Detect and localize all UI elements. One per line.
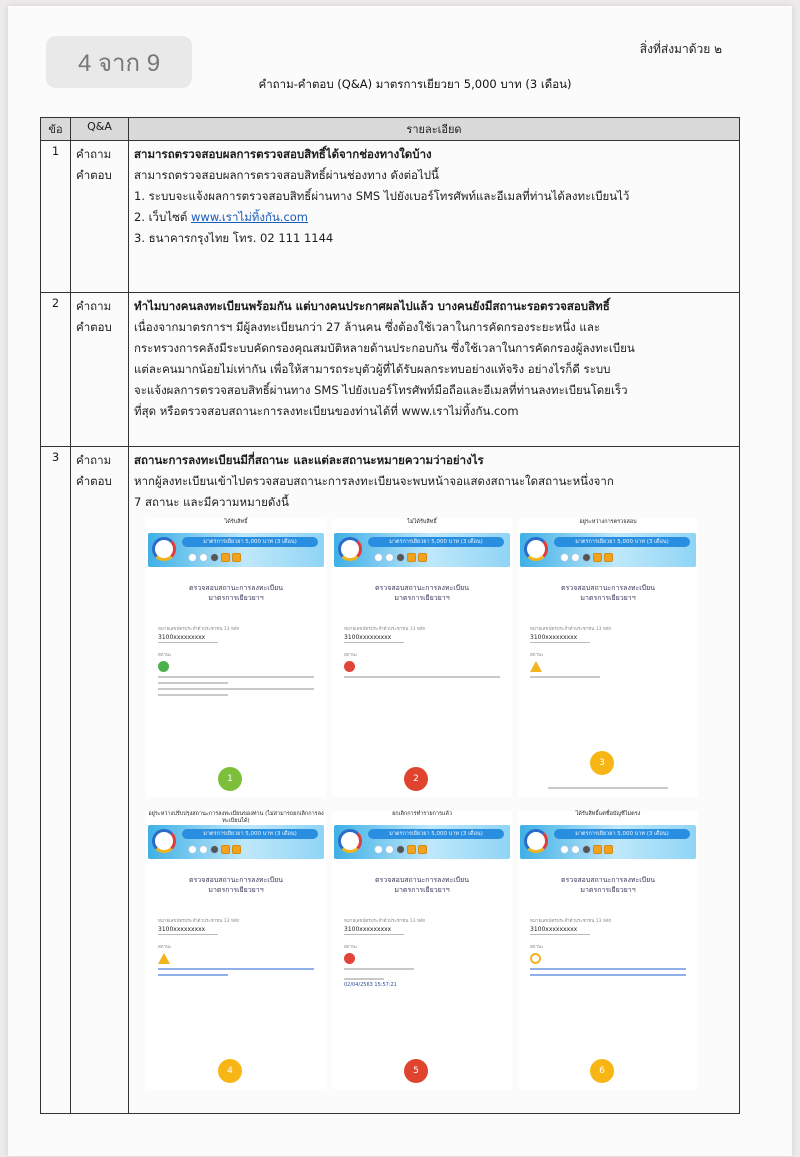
answer-label: คำตอบ <box>76 474 112 488</box>
screen-heading <box>518 583 698 603</box>
heading-line-2: มาตรการเยียวยาฯ <box>394 594 450 602</box>
dot-icon <box>199 553 208 562</box>
id-field-label: หมายเลขบัตรประจำตัวประชาชน 13 หลัก <box>530 627 612 632</box>
heading-line-2: มาตรการเยียวยาฯ <box>580 594 636 602</box>
answer-line: ที่สุด หรือตรวจสอบสถานะการลงทะเบียนของท่านได้ที่ www.เราไม่ทิ้งกัน.com <box>134 404 519 418</box>
row-detail <box>129 141 740 293</box>
dot-icon <box>418 553 427 562</box>
dot-icon <box>560 845 569 854</box>
row-labels <box>71 141 129 293</box>
logo-icon <box>338 537 362 561</box>
row-number: 2 <box>41 293 71 447</box>
screen-banner <box>520 533 696 567</box>
status-label: สถานะ <box>158 945 172 950</box>
header-no: ข้อ <box>41 118 71 141</box>
table-row <box>41 141 740 293</box>
screen-banner <box>334 533 510 567</box>
answer-line: เนื่องจากมาตรการฯ มีผู้ลงทะเบียนกว่า 27 ล้านคน ซึ่งต้องใช้เวลาในการคัดกรองระยะหนึ่ง และ <box>134 320 601 334</box>
cancel-date: 02/04/2563 15:57:21 <box>344 982 397 988</box>
dot-icon <box>199 845 208 854</box>
id-value: 3100xxxxxxxxx <box>158 634 218 643</box>
question-text: สามารถตรวจสอบผลการตรวจสอบสิทธิ์ได้จากช่องทางใดบ้าง <box>134 147 432 161</box>
table-row <box>41 293 740 447</box>
logo-icon <box>338 829 362 853</box>
status-badge: 3 <box>590 751 614 775</box>
status-text-line <box>158 974 228 976</box>
screen-caption: อยู่ระหว่างปรับปรุงสถานะการลงทะเบียนของท่าน (ไม่สามารถยกเลิกการลงทะเบียนได้) <box>148 811 324 824</box>
dot-icon <box>188 553 197 562</box>
banner-icons <box>560 551 615 565</box>
answer-line <box>134 207 734 228</box>
banner-icons <box>374 551 429 565</box>
dot-icon <box>582 845 591 854</box>
status-text-line <box>158 688 314 690</box>
heading-line-1: ตรวจสอบสถานะการลงทะเบียน <box>561 876 655 884</box>
status-text-line <box>344 978 384 980</box>
heading-line-2: มาตรการเยียวยาฯ <box>208 594 264 602</box>
logo-icon <box>524 829 548 853</box>
screen-caption: ได้รับสิทธิ์แต่ชื่อบัญชีไม่ตรง <box>575 811 641 817</box>
dot-icon <box>374 845 383 854</box>
dot-icon <box>221 553 230 562</box>
dot-icon <box>210 845 219 854</box>
status-badge: 4 <box>218 1059 242 1083</box>
id-field-label: หมายเลขบัตรประจำตัวประชาชน 13 หลัก <box>158 919 240 924</box>
logo-icon <box>524 537 548 561</box>
status-badge: 2 <box>404 767 428 791</box>
answer-label: คำตอบ <box>76 168 112 182</box>
question-label: คำถาม <box>76 299 112 313</box>
warning-icon <box>530 661 542 672</box>
row-number: 3 <box>41 447 71 1114</box>
status-text-line <box>344 968 414 970</box>
dot-icon <box>374 553 383 562</box>
id-value: 3100xxxxxxxxx <box>530 926 590 935</box>
document-title: คำถาม-คำตอบ (Q&A) มาตรการเยียวยา 5,000 บาท (3 เดือน) <box>258 77 572 91</box>
screen-banner <box>148 533 324 567</box>
qa-table <box>40 117 740 1114</box>
dot-icon <box>385 845 394 854</box>
answer-line: แต่ละคนมากน้อยไม่เท่ากัน เพื่อให้สามารถระบุตัวผู้ที่ได้รับผลกระทบอย่างแท้จริง อย่างไรก็ดี ระบบ <box>134 362 611 376</box>
dot-icon <box>407 845 416 854</box>
row-labels <box>71 447 129 1114</box>
screen-caption: ไม่ได้รับสิทธิ์ <box>407 519 437 525</box>
dot-icon <box>221 845 230 854</box>
status-screen-2 <box>332 519 512 797</box>
table-row <box>41 447 740 1114</box>
answer-line: กระทรวงการคลังมีระบบคัดกรองคุณสมบัติหลายด้านประกอบกัน ซึ่งใช้เวลาในการคัดกรองผู้ลงทะเบียน <box>134 341 635 355</box>
header-detail: รายละเอียด <box>129 118 740 141</box>
id-field-label: หมายเลขบัตรประจำตัวประชาชน 13 หลัก <box>344 919 426 924</box>
status-badge: 6 <box>590 1059 614 1083</box>
status-text-line <box>158 676 314 678</box>
logo-icon <box>152 829 176 853</box>
status-screen-4 <box>146 811 326 1089</box>
dot-icon <box>396 553 405 562</box>
banner-title: มาตรการเยียวยา 5,000 บาท (3 เดือน) <box>368 537 504 547</box>
row-number: 1 <box>41 141 71 293</box>
status-badge: 1 <box>218 767 242 791</box>
banner-title: มาตรการเยียวยา 5,000 บาท (3 เดือน) <box>368 829 504 839</box>
status-text-line <box>158 682 228 684</box>
row-detail <box>129 293 740 447</box>
id-value: 3100xxxxxxxxx <box>344 634 404 643</box>
x-circle-icon <box>344 953 355 964</box>
status-label: สถานะ <box>530 653 544 658</box>
page-counter: 4 จาก 9 <box>46 36 192 88</box>
screen-banner <box>520 825 696 859</box>
id-value: 3100xxxxxxxxx <box>158 926 218 935</box>
heading-line-1: ตรวจสอบสถานะการลงทะเบียน <box>375 876 469 884</box>
dot-icon <box>604 845 613 854</box>
dot-icon <box>385 553 394 562</box>
question-text: ทำไมบางคนลงทะเบียนพร้อมกัน แต่บางคนประกาศผลไปแล้ว บางคนยังมีสถานะรอตรวจสอบสิทธิ์ <box>134 299 610 313</box>
dot-icon <box>582 553 591 562</box>
dot-icon <box>604 553 613 562</box>
id-value: 3100xxxxxxxxx <box>530 634 590 643</box>
dot-icon <box>232 845 241 854</box>
status-badge: 5 <box>404 1059 428 1083</box>
status-screen-1 <box>146 519 326 797</box>
answer-line: หากผู้ลงทะเบียนเข้าไปตรวจสอบสถานะการลงทะเบียนจะพบหน้าจอแสดงสถานะใดสถานะหนึ่งจาก <box>134 474 614 488</box>
dot-icon <box>560 553 569 562</box>
screen-banner <box>334 825 510 859</box>
status-text-line <box>530 968 686 970</box>
screen-heading <box>518 875 698 895</box>
answer-line: 1. ระบบจะแจ้งผลการตรวจสอบสิทธิ์ผ่านทาง SMS ไปยังเบอร์โทรศัพท์และอีเมลที่ท่านได้ลงทะเบียนไว้ <box>134 189 630 203</box>
question-label: คำถาม <box>76 147 112 161</box>
header-qa: Q&A <box>71 118 129 141</box>
status-text-line <box>344 676 500 678</box>
screen-heading <box>332 875 512 895</box>
id-field-label: หมายเลขบัตรประจำตัวประชาชน 13 หลัก <box>530 919 612 924</box>
x-circle-icon <box>344 661 355 672</box>
banner-icons <box>188 551 243 565</box>
id-value: 3100xxxxxxxxx <box>344 926 404 935</box>
dot-icon <box>407 553 416 562</box>
heading-line-1: ตรวจสอบสถานะการลงทะเบียน <box>189 876 283 884</box>
dot-icon <box>571 845 580 854</box>
dot-icon <box>593 553 602 562</box>
status-label: สถานะ <box>158 653 172 658</box>
attachment-label: สิ่งที่ส่งมาด้วย ๒ <box>639 42 722 56</box>
logo-icon <box>152 537 176 561</box>
status-screen-3 <box>518 519 698 797</box>
answer-line: สามารถตรวจสอบผลการตรวจสอบสิทธิ์ผ่านช่องทาง ดังต่อไปนี้ <box>134 168 439 182</box>
screen-heading <box>146 875 326 895</box>
dot-icon <box>188 845 197 854</box>
status-text-line <box>548 787 668 789</box>
row-labels <box>71 293 129 447</box>
status-text-line <box>158 968 314 970</box>
status-text-line <box>530 676 600 678</box>
heading-line-2: มาตรการเยียวยาฯ <box>208 886 264 894</box>
heading-line-1: ตรวจสอบสถานะการลงทะเบียน <box>189 584 283 592</box>
question-label: คำถาม <box>76 453 112 467</box>
table-header <box>41 118 740 141</box>
status-screens-grid <box>134 519 734 1109</box>
id-field-label: หมายเลขบัตรประจำตัวประชาชน 13 หลัก <box>344 627 426 632</box>
screen-banner <box>148 825 324 859</box>
banner-title: มาตรการเยียวยา 5,000 บาท (3 เดือน) <box>182 829 318 839</box>
check-circle-icon <box>158 661 169 672</box>
answer-line: 7 สถานะ และมีความหมายดังนี้ <box>134 495 289 509</box>
dot-icon <box>232 553 241 562</box>
info-circle-icon <box>530 953 541 964</box>
screen-caption: ได้รับสิทธิ์ <box>224 519 248 525</box>
screen-heading <box>146 583 326 603</box>
screen-caption: ยกเลิกการทำรายการแล้ว <box>392 811 452 817</box>
heading-line-2: มาตรการเยียวยาฯ <box>394 886 450 894</box>
answer-line: 3. ธนาคารกรุงไทย โทร. 02 111 1144 <box>134 231 334 245</box>
heading-line-2: มาตรการเยียวยาฯ <box>580 886 636 894</box>
question-text: สถานะการลงทะเบียนมีกี่สถานะ และแต่ละสถานะหมายความว่าอย่างไร <box>134 453 484 467</box>
banner-title: มาตรการเยียวยา 5,000 บาท (3 เดือน) <box>554 829 690 839</box>
dot-icon <box>571 553 580 562</box>
answer-label: คำตอบ <box>76 320 112 334</box>
answer-line: จะแจ้งผลการตรวจสอบสิทธิ์ผ่านทาง SMS ไปยังเบอร์โทรศัพท์มือถือและอีเมลที่ท่านลงทะเบียนโดยเร็ว <box>134 383 628 397</box>
screen-caption: อยู่ระหว่างการตรวจสอบ <box>579 519 637 525</box>
dot-icon <box>396 845 405 854</box>
dot-icon <box>593 845 602 854</box>
heading-line-1: ตรวจสอบสถานะการลงทะเบียน <box>561 584 655 592</box>
status-label: สถานะ <box>344 653 358 658</box>
status-label: สถานะ <box>344 945 358 950</box>
warning-icon <box>158 953 170 964</box>
status-screen-5 <box>332 811 512 1089</box>
row-detail <box>129 447 740 1114</box>
heading-line-1: ตรวจสอบสถานะการลงทะเบียน <box>375 584 469 592</box>
banner-title: มาตรการเยียวยา 5,000 บาท (3 เดือน) <box>182 537 318 547</box>
answer-line-prefix: 2. เว็บไซต์ <box>134 210 192 224</box>
dot-icon <box>418 845 427 854</box>
dot-icon <box>210 553 219 562</box>
screen-heading <box>332 583 512 603</box>
status-label: สถานะ <box>530 945 544 950</box>
banner-icons <box>188 843 243 857</box>
id-field-label: หมายเลขบัตรประจำตัวประชาชน 13 หลัก <box>158 627 240 632</box>
banner-icons <box>374 843 429 857</box>
status-screen-6 <box>518 811 698 1089</box>
website-link[interactable]: www.เราไม่ทิ้งกัน.com <box>191 210 309 224</box>
banner-title: มาตรการเยียวยา 5,000 บาท (3 เดือน) <box>554 537 690 547</box>
status-text-line <box>158 694 228 696</box>
banner-icons <box>560 843 615 857</box>
status-text-line <box>530 974 686 976</box>
